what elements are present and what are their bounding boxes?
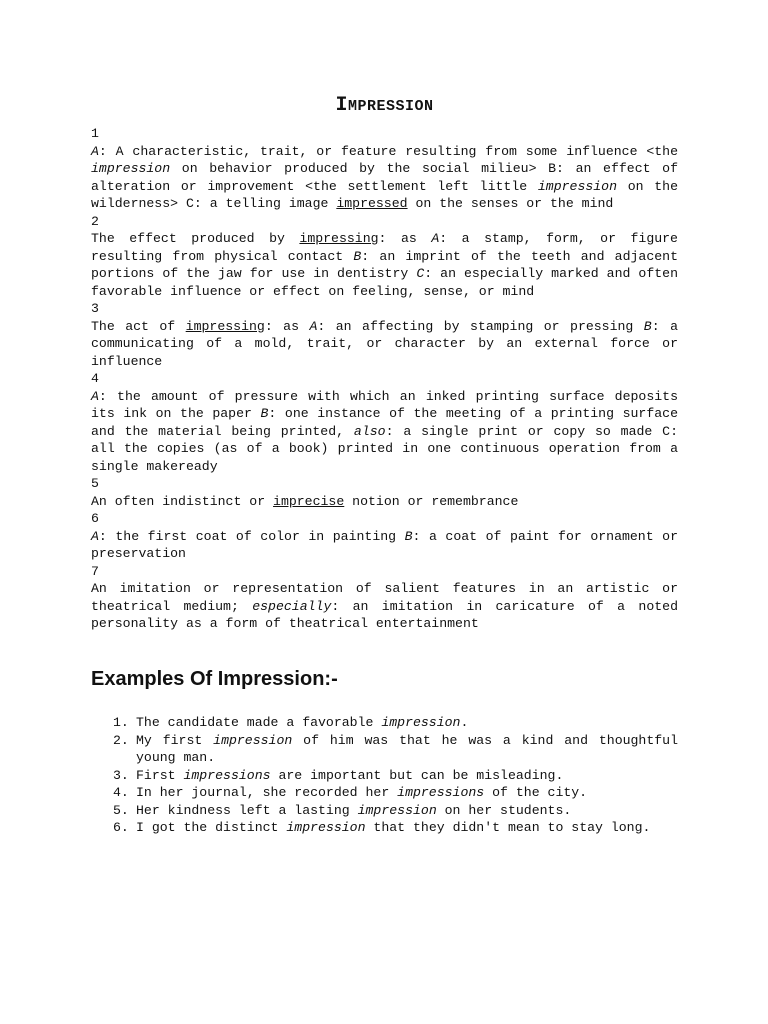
example-item xyxy=(91,784,678,802)
text-run: on the wilderness> C: a telling image xyxy=(91,178,678,211)
examples-list xyxy=(91,714,678,837)
text-run: Her kindness left a lasting xyxy=(136,802,358,818)
italic-term: impression xyxy=(213,732,293,748)
text-run: are important but can be misleading. xyxy=(270,767,564,783)
example-item xyxy=(91,802,678,820)
title-rest: MPRESSION xyxy=(348,98,434,115)
example-number: 2. xyxy=(113,732,129,748)
text-run: : the amount of pressure with which an inked printing surface deposits its ink on the paper xyxy=(91,388,678,421)
italic-term: B xyxy=(260,406,269,421)
definition-text xyxy=(91,493,678,511)
text-run: : an imitation in caricature of a noted personality as a form of theatrical entertainment xyxy=(91,598,678,631)
text-run: that they didn't mean to stay long. xyxy=(365,820,651,835)
definition-text xyxy=(91,230,678,300)
underlined-term: imprecise xyxy=(273,493,345,509)
example-number: 4. xyxy=(113,785,129,800)
example-number: 3. xyxy=(113,767,129,783)
text-run: : as xyxy=(378,231,432,246)
example-number: 1. xyxy=(113,715,129,730)
examples-heading: Examples Of Impression:- xyxy=(91,668,338,690)
italic-term: impressions xyxy=(397,785,485,800)
italic-term: B xyxy=(643,318,652,334)
example-item xyxy=(91,819,678,837)
text-run: . xyxy=(460,715,469,730)
page-title xyxy=(91,94,678,117)
text-run: In her journal, she recorded her xyxy=(136,785,398,800)
text-run: The candidate made a favorable xyxy=(136,715,382,730)
text-run: : a coat of paint for ornament or preservation xyxy=(91,528,678,561)
underlined-term: impressing xyxy=(299,231,379,246)
italic-term: impressions xyxy=(183,767,271,783)
italic-term: impression xyxy=(286,820,366,835)
definition-text xyxy=(91,528,678,563)
definition-number: 1 xyxy=(91,126,99,141)
italic-term: A xyxy=(91,528,99,544)
text-run: : a single print or copy so made C: all the copies (as of a book) printed in one continuous operation from a single makeready xyxy=(91,423,678,474)
text-run: : one instance of the meeting of a printing surface and the material being printed, xyxy=(91,406,678,439)
definition-text xyxy=(91,318,678,371)
underlined-term: impressing xyxy=(185,318,265,334)
text-run: The effect produced by xyxy=(91,231,300,246)
text-run: : an especially marked and often favorable influence or effect on feeling, sense, or mind xyxy=(91,266,678,299)
italic-term: impression xyxy=(381,715,461,730)
example-number: 5. xyxy=(113,802,129,818)
text-run: notion or remembrance xyxy=(344,493,519,509)
definition-number: 5 xyxy=(91,476,99,491)
definition-number: 2 xyxy=(91,213,99,229)
text-run: An often indistinct or xyxy=(91,493,274,509)
example-item xyxy=(91,732,678,767)
text-run: An imitation or representation of salient features in an artistic or theatrical medium; xyxy=(91,581,678,614)
text-run: on the senses or the mind xyxy=(407,196,614,211)
text-run: of him was that he was a kind and thoughtful young man. xyxy=(136,732,679,765)
underlined-term: impressed xyxy=(336,196,408,211)
text-run: I got the distinct xyxy=(136,820,287,835)
italic-term: also xyxy=(353,423,386,439)
text-run: : a communicating of a mold, trait, or character by an external force or influence xyxy=(91,318,678,369)
definition-text xyxy=(91,388,678,476)
text-run: on behavior produced by the social milieu> B: an effect of alteration or improvement <the settlement left little xyxy=(91,161,678,194)
definition-number: 7 xyxy=(91,563,99,579)
italic-term: especially xyxy=(252,598,332,614)
definition-number: 4 xyxy=(91,371,99,386)
example-item xyxy=(91,714,678,732)
text-run: : the first coat of color in painting xyxy=(98,528,405,544)
italic-term: impression xyxy=(537,178,618,194)
definitions-list xyxy=(91,125,678,633)
text-run: The act of xyxy=(91,318,186,334)
definition-number: 3 xyxy=(91,301,99,316)
italic-term: C xyxy=(416,266,425,281)
text-run: on her students. xyxy=(436,802,572,818)
italic-term: B xyxy=(404,528,413,544)
italic-term: B xyxy=(353,248,362,264)
italic-term: impression xyxy=(357,802,437,818)
italic-term: impression xyxy=(91,161,171,176)
definition-number: 6 xyxy=(91,511,99,526)
text-run: My first xyxy=(136,732,214,748)
text-run: First xyxy=(136,767,184,783)
text-run: : A characteristic, trait, or feature resulting from some influence <the xyxy=(98,143,678,159)
example-item xyxy=(91,767,678,785)
example-number: 6. xyxy=(113,820,129,835)
italic-term: A xyxy=(309,318,318,334)
title-initial: I xyxy=(335,94,348,117)
italic-term: A xyxy=(431,231,440,246)
italic-term: A xyxy=(91,143,99,159)
text-run: : an imprint of the teeth and adjacent portions of the jaw for use in dentistry xyxy=(91,248,678,281)
text-run: : as xyxy=(264,318,310,334)
text-run: of the city. xyxy=(484,785,588,800)
text-run: : an affecting by stamping or pressing xyxy=(317,318,644,334)
definition-text xyxy=(91,143,678,213)
italic-term: A xyxy=(91,388,99,404)
text-run: : a stamp, form, or figure resulting from physical contact xyxy=(91,231,678,264)
definition-text xyxy=(91,580,678,633)
